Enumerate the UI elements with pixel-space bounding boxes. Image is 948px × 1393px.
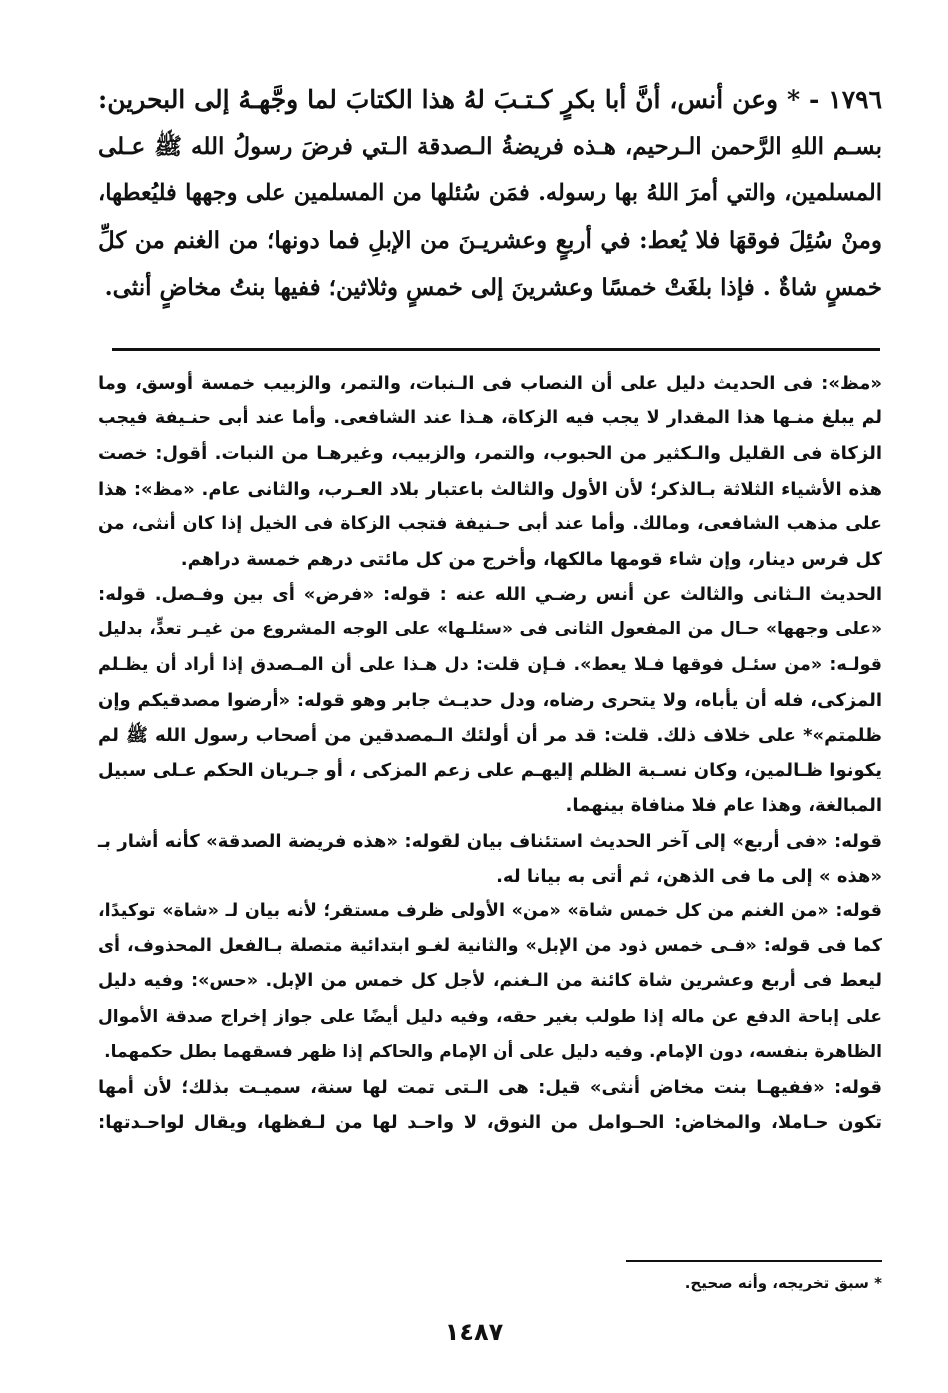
commentary-line: تكون حـاملا، والمخاض: الحـوامل من النوق، لا واحـد لها من لـفظها، ويقال لواحـدتها: [98, 1112, 882, 1134]
footnote-divider [626, 1260, 882, 1262]
hadith-line: ومنْ سُئِلَ فوقهَا فلا يُعط: في أربعٍ وعشريـنَ من الإبلِ فما دونها؛ من الغنم من كلِّ [98, 227, 882, 254]
commentary-line: يكونوا ظـالمين، وكان نسـبة الظلم إليهـم على زعم المزكى ، أو جـريان الحكم عـلى سبيل [98, 760, 882, 782]
commentary-line: «مظ»: فى الحديث دليل على أن النصاب فى الـنبات، والتمر، والزبيب خمسة أوسق، وما [98, 373, 882, 394]
commentary-line: قوله: «ففيهـا بنت مخاض أنثى» قيل: هى الـتى تمت لها سنة، سميـت بذلك؛ لأن أمها [98, 1077, 882, 1099]
commentary-line: المزكى، فله أن يأباه، ولا يتحرى رضاه، ودل حديـث جابر وهو قوله: «أرضوا مصدقيكم وإن [98, 689, 882, 711]
hadith-line: المسلمين، والتي أمرَ اللهُ بها رسوله. فمَن سُئلها من المسلمين على وجهها فليُعطها، [98, 180, 882, 206]
hadith-text [98, 76, 882, 311]
section-divider [112, 348, 880, 351]
commentary-line: كل فرس دينار، وإن شاء قومها مالكها، وأخرج من كل مائتى درهم خمسة دراهم. [180, 549, 882, 571]
commentary-paragraph [98, 894, 882, 1070]
commentary-line: على مذهب الشافعى، ومالك. وأما عند أبى حـنيفة فتجب الزكاة فى الخيل إذا كان أنثى، من [98, 513, 882, 534]
commentary-line: ظلمتم»* على خلاف ذلك. قلت: قد مر أن أولئك الـمصدقين من أصحاب رسول الله ﷺ لم [98, 725, 882, 747]
commentary-line: الحديث الـثانى والثالث عن أنس رضـي الله عنه : قوله: «فرض» أى بين وفـصل. قوله: [98, 584, 882, 606]
footnote: * سبق تخريجه، وأنه صحيح. [684, 1274, 882, 1292]
commentary-paragraph [98, 366, 882, 577]
commentary-paragraph [98, 577, 882, 823]
commentary-line: كما فى قوله: «فـى خمس ذود من الإبل» والثانية لغـو ابتدائية متصلة بـالفعل المحذوف، أى [98, 936, 882, 957]
commentary-line: هذه الأشياء الثلاثة بـالذكر؛ لأن الأول والثالث باعتبار بلاد العـرب، والثانى عام. «مظ»: هذا [98, 478, 882, 500]
commentary-line: «هذه » إلى ما فى الذهن، ثم أتى به بيانا له. [496, 865, 882, 887]
commentary-line: الزكاة فى القليل والـكثير من الحبوب، والتمر، والزبيب، وغيرهـا من النبات. أقول: خصت [98, 443, 882, 465]
commentary-line: ليعط فى أربع وعشرين شاة كائنة من الـغنم، لأجل كل خمس من الإبل. «حس»: وفيه دليل [98, 971, 882, 992]
commentary-line: المبالغة، وهذا عام فلا منافاة بينهما. [565, 795, 882, 817]
commentary-line: قوله: «فى أربع» إلى آخر الحديث استئناف بيان لقوله: «هذه فريضة الصدقة» كأنه أشار بـ [98, 830, 882, 852]
commentary-paragraph [98, 1070, 882, 1140]
commentary-line: «على وجهها» حـال من المفعول الثانى فى «سئلـها» على الوجه المشروع من غيـر تعدٍّ، بدليل [98, 619, 882, 640]
commentary-line: لم يبلغ منـها هذا المقدار لا يجب فيه الزكاة، هـذا عند الشافعى. وأما عند أبى حنـيفة فيجب [98, 408, 882, 429]
commentary-line: على إباحة الدفع عن ماله إذا طولب بغير حقه، وفيه دليل أيضًا على جواز إخراج صدقة الأموال [98, 1006, 882, 1027]
hadith-line: خمسٍ شاةٌ . فإذا بلغَتْ خمسًا وعشرينَ إلى خمسٍ وثلاثين؛ ففيها بنتُ مخاضٍ أنثى. [104, 274, 882, 301]
commentary-paragraph [98, 824, 882, 894]
hadith-line: بسـم اللهِ الرَّحمن الـرحيم، هـذه فريضةُ الـصدقة الـتي فرضَ رسولُ الله ﷺ عـلى [98, 133, 882, 160]
hadith-line: ١٧٩٦ - * وعن أنس، أنَّ أبا بكرٍ كـتـبَ لهُ هذا الكتابَ لما وجَّهـهُ إلى البحرين: [98, 85, 882, 114]
commentary-line: الظاهرة بنفسه، دون الإمام. وفيه دليل على أن الإمام والحاكم إذا ظهر فسقهما بطل حكمهما. [104, 1041, 882, 1062]
commentary-line: قولـه: «من سئـل فوقها فـلا يعط». فـإن قلت: دل هـذا على أن المـصدق إذا أراد أن يظـلم [98, 654, 882, 675]
commentary-line: قوله: «من الغنم من كل خمس شاة» «من» الأولى ظرف مستقر؛ لأنه بيان لـ «شاة» توكيدًا، [98, 901, 882, 922]
page-number: ١٤٨٧ [444, 1318, 504, 1346]
commentary-text [98, 366, 882, 1140]
